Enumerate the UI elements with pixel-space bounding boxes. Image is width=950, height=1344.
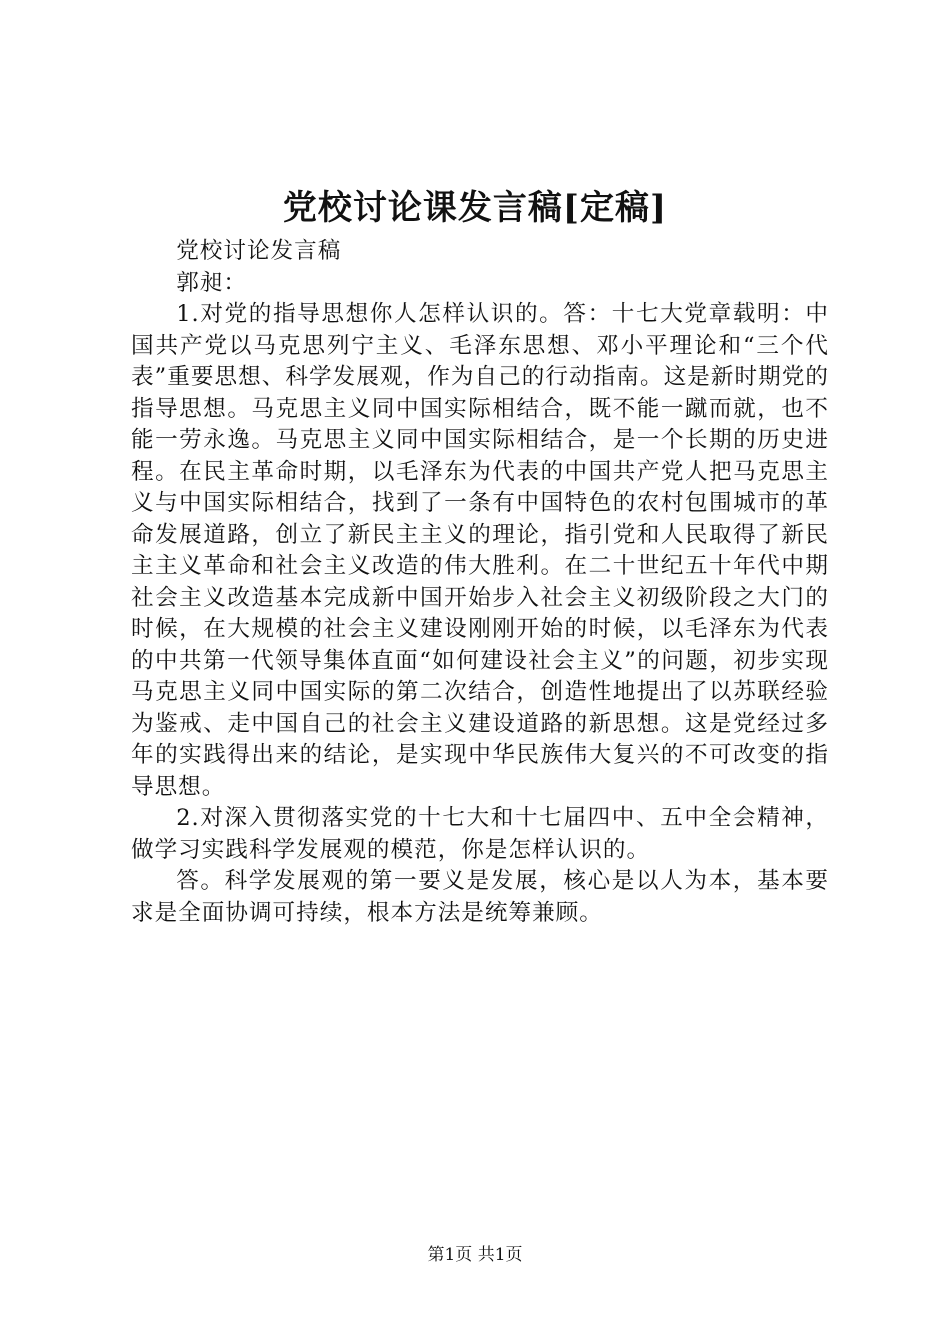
page-title: 党校讨论课发言稿[定稿] xyxy=(282,188,668,228)
paragraph-subtitle: 党校讨论发言稿 xyxy=(176,238,342,264)
document-body xyxy=(131,236,829,929)
paragraph-question-2: 2.对深入贯彻落实党的十七大和十七届四中、五中全会精神，做学习实践科学发展观的模范，你是怎样认识的。 xyxy=(131,805,829,863)
paragraph-author: 郭昶： xyxy=(176,269,247,296)
page-footer: 第1页 共1页 xyxy=(427,1245,523,1265)
paragraph-answer-2: 答。科学发展观的第一要义是发展，核心是以人为本，基本要求是全面协调可持续，根本方法是统筹兼顾。 xyxy=(131,868,829,926)
paragraph-question-1: 1.对党的指导思想你人怎样认识的。答：十七大党章载明：中国共产党以马克思列宁主义、毛泽东思想、邓小平理论和“三个代表”重要思想、科学发展观，作为自己的行动指南。这是新时期党的指导思想。马克思主义同中国实际相结合，既不能一蹴而就，也不能一劳永逸。马克思主义同中国实际相结合，是一个长期的历史进程。在民主革命时期，以毛泽东为代表的中国共产党人把马克思主义与中国实际相结合，找到了一条有中国特色的农村包围城市的革命发展道路，创立了新民主主义的理论，指引党和人民取得了新民主主义革命和社会主义改造的伟大胜利。在二十世纪五十年代中期社会主义改造基本完成新中国开始步入社会主义初级阶段之大门的时候，在大规模的社会主义建设刚刚开始的时候，以毛泽东为代表的中共第一代领导集体直面“如何建设社会主义”的问题，初步实现马克思主义同中国实际的第二次结合，创造性地提出了以苏联经验为鉴戒、走中国自己的社会主义建设道路的新思想。这是党经过多年的实践得出来的结论，是实现中华民族伟大复兴的不可改变的指导思想。 xyxy=(131,301,829,800)
